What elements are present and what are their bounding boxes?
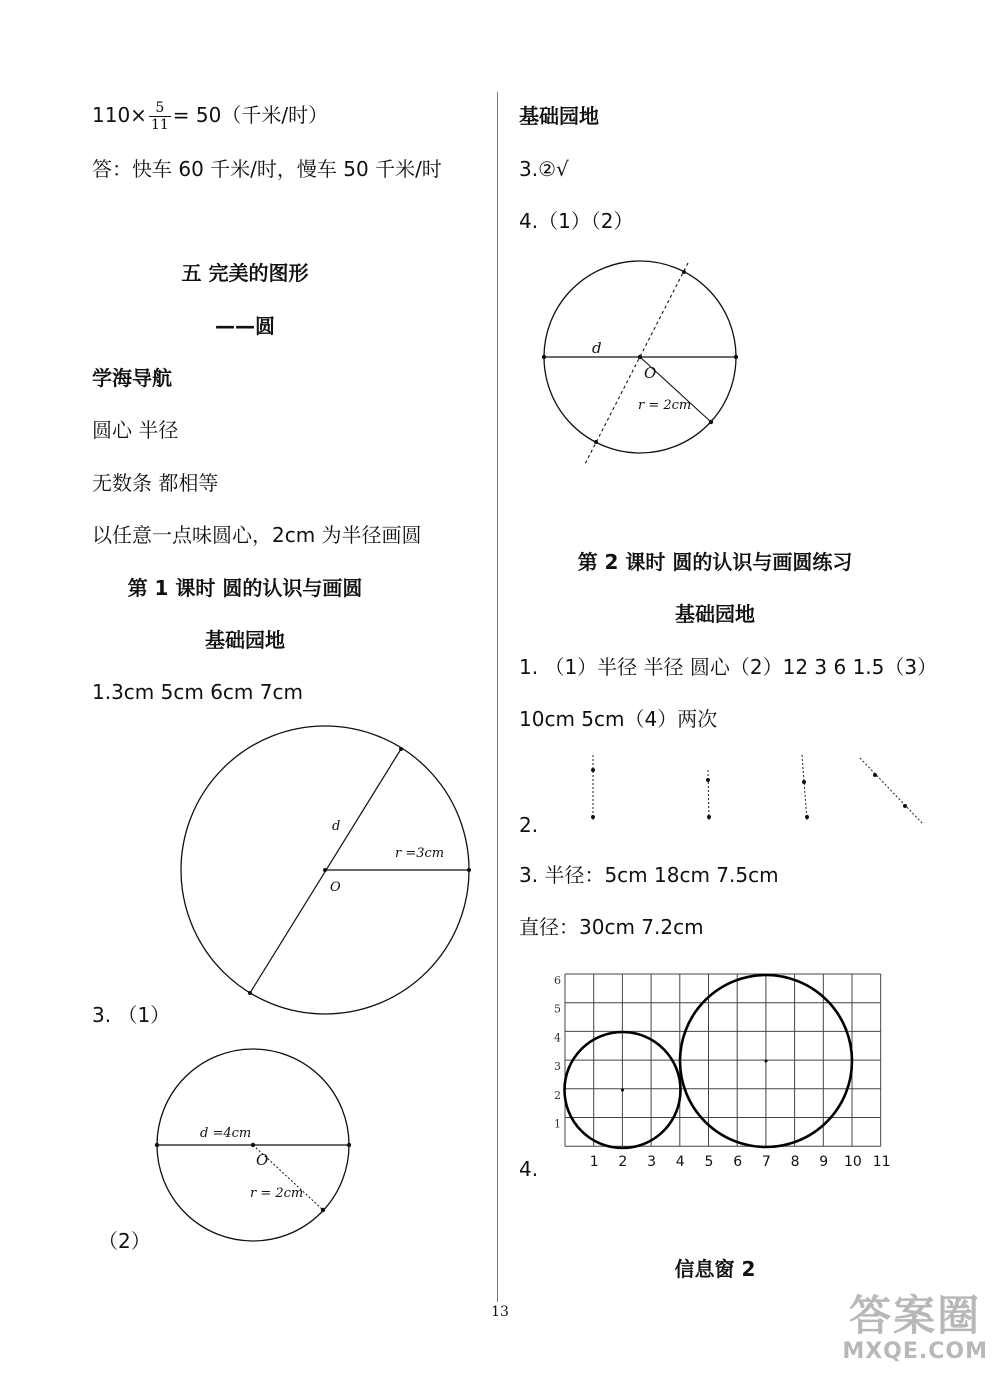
text-line: 圆心 半径	[92, 418, 179, 442]
small-circle-center	[621, 1089, 624, 1092]
diameter-label: d =4cm	[200, 1126, 252, 1141]
section-heading: 信息窗 2	[674, 1257, 756, 1281]
radius-label: r =3cm	[395, 846, 445, 861]
endpoint-dot	[467, 868, 471, 872]
point-dot	[707, 815, 711, 819]
page-number: 13	[491, 1304, 509, 1320]
endpoint-dot	[248, 991, 252, 995]
dotted-lines-figure	[575, 750, 935, 830]
diameter-label: d	[592, 339, 602, 357]
lesson-title: 第 2 课时 圆的认识与画圆练习	[577, 550, 853, 574]
y-tick-label: 4	[554, 1031, 561, 1045]
circle-figure-3	[538, 258, 748, 473]
column-divider	[497, 92, 498, 1302]
center-dot	[638, 355, 642, 359]
section-heading: 学海导航	[92, 366, 172, 390]
point-dot	[903, 804, 907, 808]
x-tick-label: 2	[618, 1154, 628, 1171]
y-tick-label: 6	[554, 974, 561, 987]
endpoint-dot	[682, 270, 686, 274]
endpoint-dot	[155, 1143, 159, 1147]
section-heading: 基础园地	[675, 602, 755, 626]
diameter-label: d	[332, 819, 341, 834]
x-axis-labels	[590, 1154, 891, 1170]
y-axis-labels	[554, 974, 561, 1131]
point-dot	[706, 778, 710, 782]
section-heading: 基础园地	[205, 628, 285, 652]
circle-figure-2	[150, 1045, 360, 1245]
equation-prefix: 110×	[92, 103, 147, 127]
point-dot	[802, 780, 806, 784]
endpoint-dot	[709, 420, 713, 424]
center-dot	[323, 868, 327, 872]
lesson-title: 第 1 课时 圆的认识与画圆	[127, 576, 363, 600]
question-label: （2）	[98, 1229, 151, 1253]
point-dot	[805, 815, 809, 819]
y-tick-label: 3	[554, 1060, 561, 1074]
y-tick-label: 1	[554, 1117, 561, 1131]
large-circle-center	[765, 1060, 768, 1063]
endpoint-dot	[734, 355, 738, 359]
x-tick-label: 11	[872, 1154, 891, 1171]
symmetry-axis-line	[584, 263, 688, 466]
fraction-denominator: 11	[150, 117, 169, 133]
text-line: 以任意一点味圆心，2cm 为半径画圆	[92, 523, 422, 547]
watermark-logo: 答案圈 MXQE.COM	[842, 1291, 988, 1364]
point-dot	[591, 768, 595, 772]
y-tick-label: 2	[554, 1088, 561, 1102]
answer-line: 1.3cm 5cm 6cm 7cm	[92, 680, 303, 704]
dotted-line	[860, 758, 923, 824]
x-tick-label: 9	[819, 1154, 829, 1171]
dotted-line	[802, 755, 807, 820]
x-tick-label: 3	[647, 1154, 657, 1171]
text-line: 无数条 都相等	[92, 471, 219, 495]
endpoint-dot	[542, 355, 546, 359]
answer-line: 3. 半径：5cm 18cm 7.5cm	[519, 863, 779, 887]
answer-line: 3.②√	[519, 157, 569, 181]
question-label: 3. （1）	[92, 1003, 171, 1027]
grid-circles-figure	[540, 962, 900, 1182]
question-label: 4.	[519, 1157, 539, 1181]
x-tick-label: 7	[761, 1154, 771, 1171]
circle-figure-1	[180, 725, 475, 1000]
x-tick-label: 6	[733, 1154, 743, 1171]
grid-lines	[565, 974, 881, 1146]
y-tick-label: 5	[554, 1002, 561, 1016]
fraction-numerator: 5	[149, 100, 171, 117]
dotted-line	[708, 770, 709, 820]
question-label: 2.	[519, 813, 539, 837]
radius-label: r = 2cm	[638, 398, 692, 413]
equation-line	[92, 100, 328, 133]
section-heading: 基础园地	[519, 104, 599, 128]
answer-line: 4.（1）（2）	[519, 209, 634, 233]
point-dot	[873, 773, 877, 777]
radius-label: r = 2cm	[250, 1186, 304, 1201]
chapter-subtitle: ——圆	[215, 314, 275, 338]
x-tick-label: 1	[589, 1154, 599, 1171]
endpoint-dot	[321, 1208, 325, 1212]
equation-suffix: = 50（千米/时）	[172, 103, 329, 127]
x-tick-label: 8	[790, 1154, 800, 1171]
point-dot	[591, 815, 595, 819]
answer-line: 答：快车 60 千米/时，慢车 50 千米/时	[92, 157, 442, 181]
center-label: O	[644, 364, 657, 382]
chapter-title: 五 完美的图形	[181, 261, 309, 285]
answer-line: 1. （1）半径 半径 圆心（2）12 3 6 1.5（3）	[519, 655, 938, 679]
fraction	[149, 100, 171, 133]
center-label: O	[256, 1151, 269, 1169]
x-tick-label: 4	[675, 1154, 685, 1171]
x-tick-label: 10	[844, 1154, 862, 1171]
center-dot	[251, 1143, 255, 1147]
endpoint-dot	[399, 747, 403, 751]
answer-line: 直径：30cm 7.2cm	[519, 915, 704, 939]
center-label: O	[330, 880, 341, 895]
endpoint-dot	[594, 440, 598, 444]
endpoint-dot	[347, 1143, 351, 1147]
answer-line: 10cm 5cm（4）两次	[519, 707, 718, 731]
x-tick-label: 5	[704, 1154, 714, 1171]
